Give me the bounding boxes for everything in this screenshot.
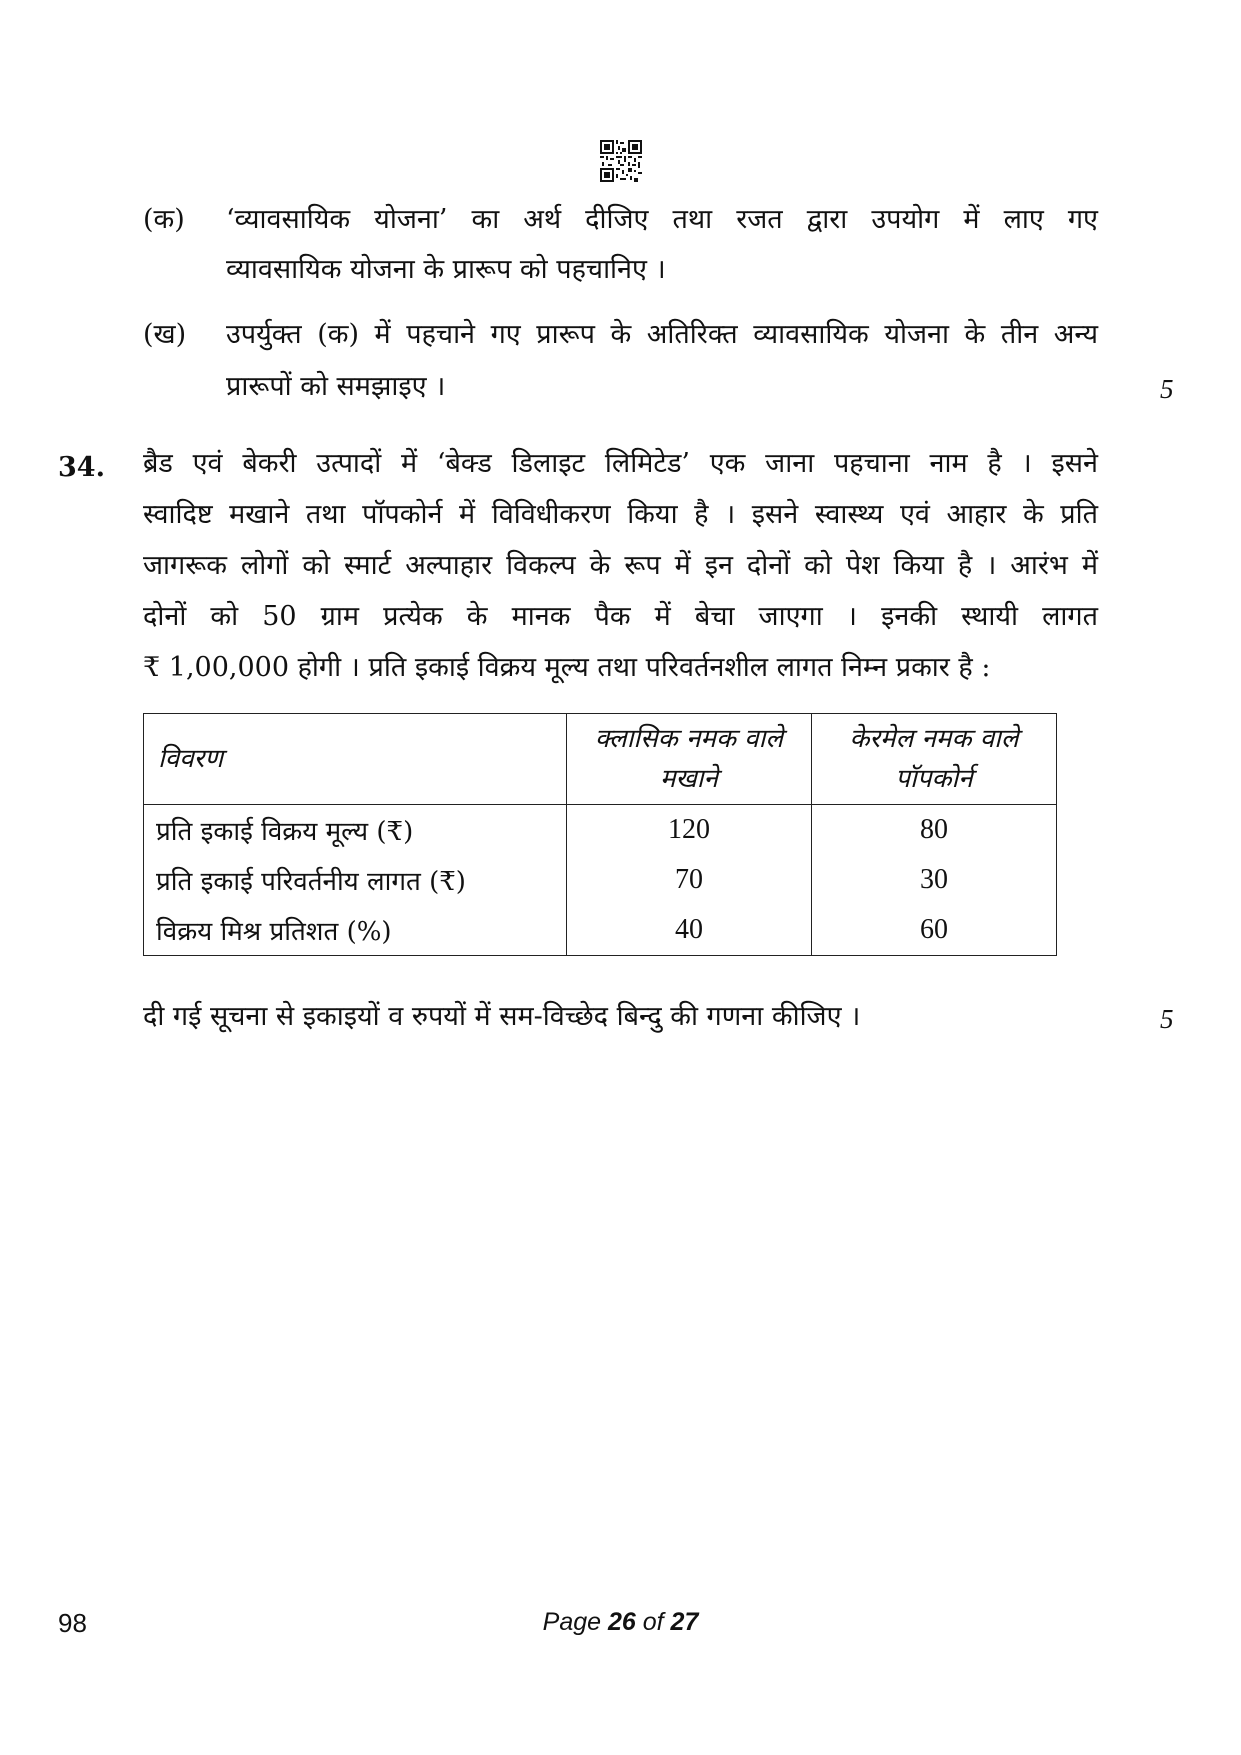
header-description: विवरण bbox=[144, 714, 567, 805]
part-ka-label: (क) bbox=[143, 204, 185, 235]
cost-table bbox=[143, 713, 1057, 956]
row-value-makhana: 40 bbox=[566, 905, 811, 956]
table-row bbox=[144, 855, 1057, 905]
row-label: प्रति इकाई परिवर्तनीय लागत (₹) bbox=[144, 855, 567, 905]
question-marks: 5 bbox=[1160, 1004, 1174, 1034]
part-kha-line-2: प्रारूपों को समझाइए । bbox=[226, 371, 446, 402]
question-final-instruction: दी गई सूचना से इकाइयों व रुपयों में सम-विच्छेद बिन्दु की गणना कीजिए । bbox=[143, 1001, 861, 1032]
part-kha-line-1: उपर्युक्त (क) में पहचाने गए प्रारूप के अतिरिक्त व्यावसायिक योजना के तीन अन्य bbox=[226, 319, 1098, 350]
paper-code: 98 bbox=[58, 1608, 87, 1638]
part-kha-label: (ख) bbox=[143, 319, 187, 350]
page-indicator bbox=[0, 1608, 1241, 1637]
page-of: of bbox=[635, 1608, 671, 1636]
qr-code bbox=[600, 140, 642, 182]
question-line-2: स्वादिष्ट मखाने तथा पॉपकोर्न में विविधीकरण किया है । इसने स्वास्थ्य एवं आहार के प्रति bbox=[143, 499, 1098, 530]
row-value-popcorn: 80 bbox=[811, 805, 1056, 856]
question-line-4: दोनों को 50 ग्राम प्रत्येक के मानक पैक में बेचा जाएगा । इनकी स्थायी लागत bbox=[143, 601, 1098, 632]
part-ka-line-1: ‘व्यावसायिक योजना’ का अर्थ दीजिए तथा रजत द्वारा उपयोग में लाए गए bbox=[226, 204, 1098, 235]
question-line-1: ब्रैड एवं बेकरी उत्पादों में ‘बेक्ड डिलाइट लिमिटेड’ एक जाना पहचाना नाम है । इसने bbox=[143, 448, 1098, 479]
header-makhana-line-2: मखाने bbox=[659, 764, 718, 794]
header-makhana bbox=[566, 714, 811, 805]
question-line-3: जागरूक लोगों को स्मार्ट अल्पाहार विकल्प के रूप में इन दोनों को पेश किया है । आरंभ में bbox=[143, 550, 1098, 581]
row-value-popcorn: 30 bbox=[811, 855, 1056, 905]
part-kha-marks: 5 bbox=[1160, 374, 1174, 404]
table-header-row bbox=[144, 714, 1057, 805]
page-total: 27 bbox=[670, 1608, 699, 1636]
header-popcorn-line-1: केरमेल नमक वाले bbox=[849, 724, 1019, 754]
page-current: 26 bbox=[607, 1608, 636, 1636]
row-value-makhana: 70 bbox=[566, 855, 811, 905]
table-row bbox=[144, 805, 1057, 856]
table-row bbox=[144, 905, 1057, 956]
header-popcorn bbox=[811, 714, 1056, 805]
row-value-makhana: 120 bbox=[566, 805, 811, 856]
header-makhana-line-1: क्लासिक नमक वाले bbox=[594, 724, 783, 754]
row-label: प्रति इकाई विक्रय मूल्य (₹) bbox=[144, 805, 567, 856]
row-label: विक्रय मिश्र प्रतिशत (%) bbox=[144, 905, 567, 956]
row-value-popcorn: 60 bbox=[811, 905, 1056, 956]
page-prefix: Page bbox=[542, 1608, 608, 1636]
question-number: 34. bbox=[58, 452, 105, 483]
header-popcorn-line-2: पॉपकोर्न bbox=[895, 764, 973, 794]
part-ka-line-2: व्यावसायिक योजना के प्रारूप को पहचानिए । bbox=[226, 254, 666, 285]
question-line-5: ₹ 1,00,000 होगी । प्रति इकाई विक्रय मूल्य तथा परिवर्तनशील लागत निम्न प्रकार है : bbox=[143, 652, 991, 683]
